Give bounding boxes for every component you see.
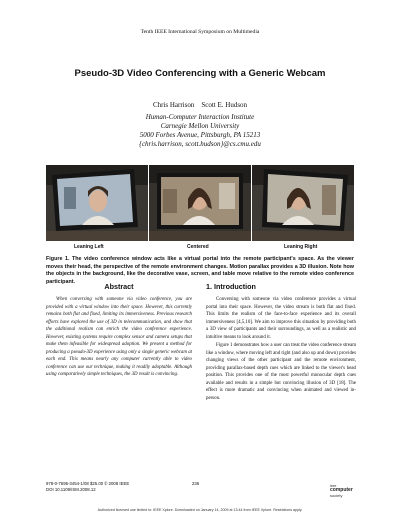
running-head: Tenth IEEE International Symposium on Multimedia	[140, 29, 260, 35]
affiliation-line-3: 5000 Forbes Avenue, Pittsburgh, PA 15213	[139, 131, 261, 139]
ieee-computer-society-logo	[330, 484, 354, 500]
logo-bottom-text: society	[330, 493, 343, 498]
introduction-body	[206, 296, 356, 402]
affiliation-line-2: Carnegie Mellon University	[160, 122, 240, 130]
introduction-paragraph-1: Conversing with someone via video conference provides a virtual portal into their space. However, the video stream is both flat and fixed. This limits the realism of the face-to-face experience and its overall immersiveness [4,5,10]. We aim to improve this situation by providing both a 3D view of participants and their surroundings, as well as a realistic and intuitive means to look around it.	[206, 297, 356, 340]
footer-doi: DOI 10.1109/ISM.2008.12	[46, 487, 96, 492]
abstract-body	[46, 296, 192, 379]
footer-isbn: 978-0-7695-3454-1/08 $25.00 © 2008 IEEE	[46, 481, 130, 486]
figure-label-leaning-right: Leaning Right	[284, 244, 318, 250]
page-number: 236	[192, 481, 200, 486]
photo-leaning-left	[46, 165, 148, 241]
figure-1	[46, 165, 354, 241]
photo-centered	[149, 165, 251, 241]
abstract-heading: Abstract	[104, 282, 134, 291]
affiliation-line-1: Human-Computer Interaction Institute	[145, 113, 255, 121]
figure-caption: Figure 1. The video conference window acts like a virtual portal into the remote participant's space. As the viewer moves their head, the perspective of the remote environment changes. Motion parallax provides a 3D illusion. Note how the objects in the background, like the decorative vase, screen, and table move relative to the remote video conference participant.	[46, 256, 354, 285]
figure-label-centered: Centered	[187, 244, 209, 250]
introduction-heading: 1. Introduction	[206, 282, 256, 291]
abstract-text: When conversing with someone via video conference, you are provided with a virtual window into their space. However, this currently remains both flat and fixed, limiting its immersiveness. Previous research efforts have explored the use of 3D in telecommunication, and show that the additional realism can enrich the video conference experience. However, existing systems require complex sensor and camera setups that make them infeasible for widespread adoption. We present a method for producing a pseudo-3D experience using only a single generic webcam at each end. This means nearly any computer currently able to video conference can use our technique, making it readily adoptable. Although using comparatively simple techniques, the 3D result is convincing.	[46, 297, 192, 377]
photo-leaning-right	[252, 165, 354, 241]
introduction-paragraph-2: Figure 1 demonstrates how a user can treat the video conference stream like a window, where moving left and right (and also up and down) provides changing views of the other participant and the remote environment, providing parallax-based depth cues which are linked to the viewer's head position. This provides one of the most powerful monocular depth cues available and results in a simple but convincing illusion of 3D [18]. The effect is more dramatic and convincing when animated and viewed in-person.	[206, 343, 357, 401]
license-notice: Authorized licensed use limited to: IEEE Xplore. Downloaded on January 14, 2009 at 13:44 from IEEE Xplore. Restrictions apply.	[97, 508, 303, 512]
paper-authors: Chris Harrison Scott E. Hudson	[152, 101, 248, 109]
paper-title: Pseudo-3D Video Conferencing with a Generic Webcam	[74, 68, 326, 79]
logo-top-text: ieee	[330, 484, 337, 488]
logo-mid-text: computer	[330, 487, 353, 493]
affiliation-email: {chris.harrison, scott.hudson}@cs.cmu.edu	[139, 140, 261, 148]
figure-label-leaning-left: Leaning Left	[74, 244, 104, 250]
